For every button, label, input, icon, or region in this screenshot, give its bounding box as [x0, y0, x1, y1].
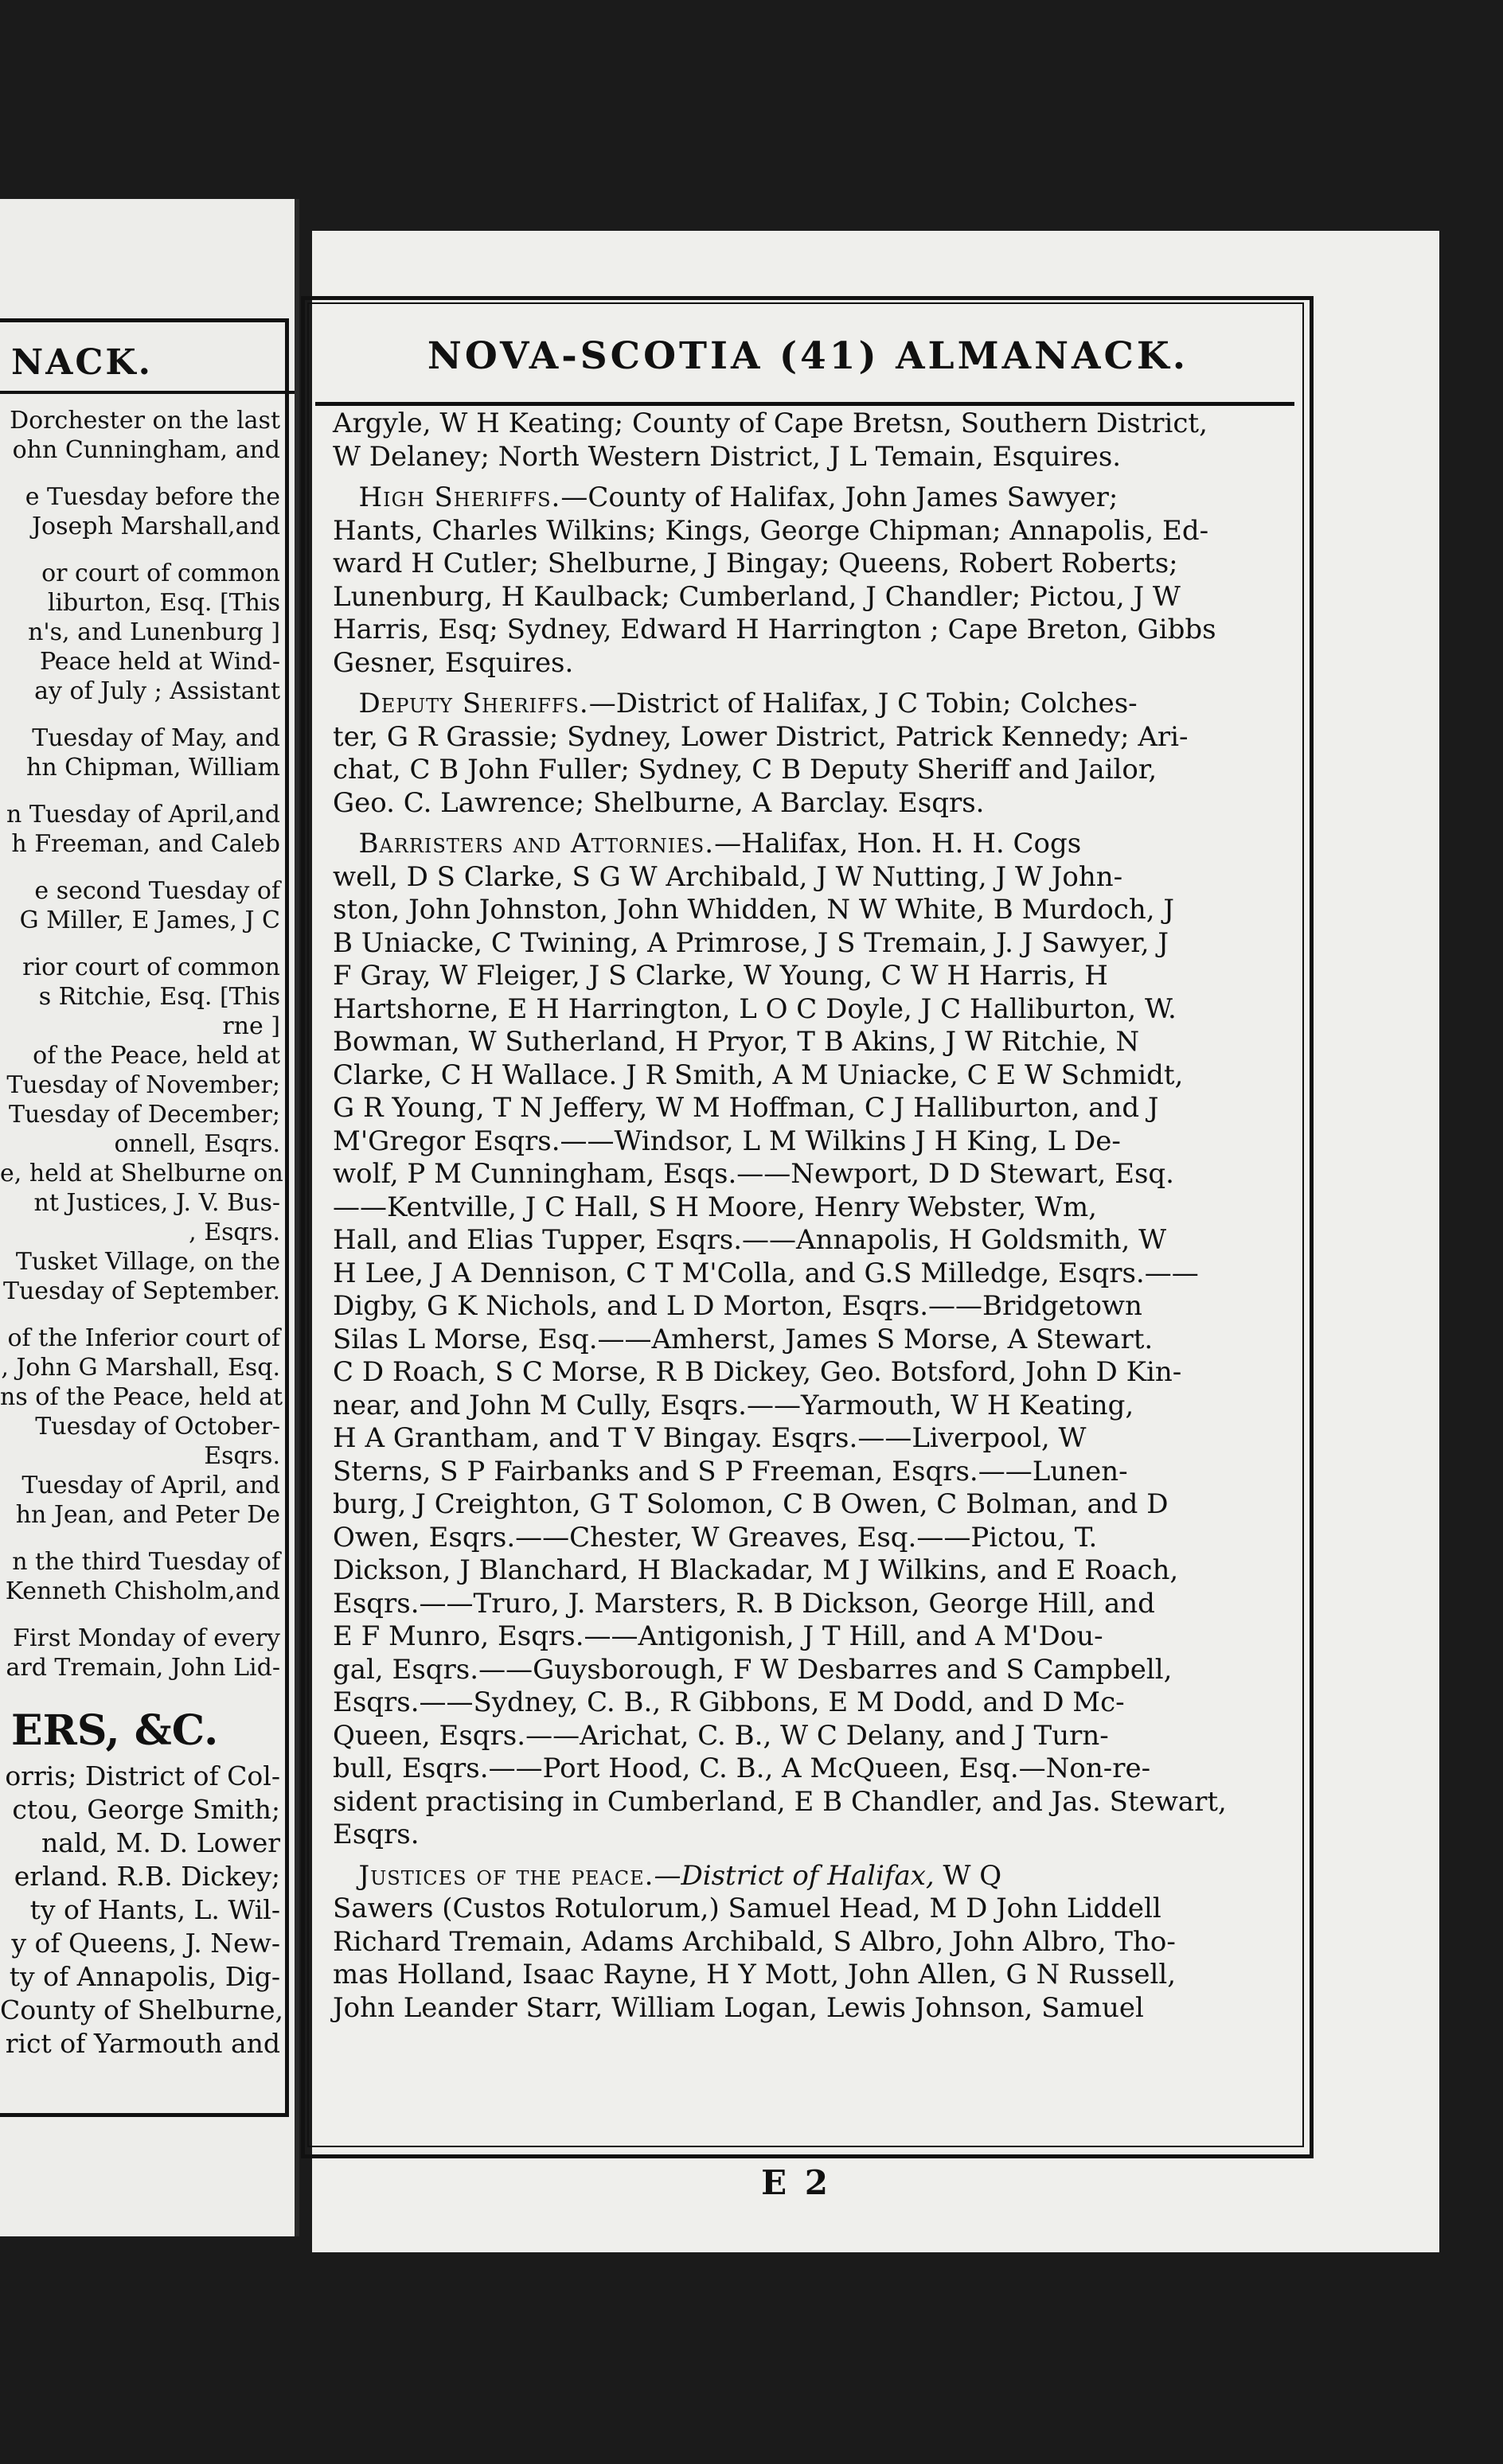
barristers-line: sident practising in Cumberland, E B Chandler, and Jas. Stewart, [333, 1785, 1227, 1818]
barristers-line: Esqrs.——Truro, J. Marsters, R. B Dickson, George Hill, and [333, 1587, 1155, 1620]
left-page-line: Tuesday of May, and [32, 724, 280, 752]
barristers-line: Hartshorne, E H Harrington, L O C Doyle, J C Halliburton, W. [333, 992, 1177, 1025]
left-page-line: Esqrs. [204, 1442, 280, 1470]
deputy-sheriffs-line: Geo. C. Lawrence; Shelburne, A Barclay. Esqrs. [333, 786, 985, 819]
barristers-line: Clarke, C H Wallace. J R Smith, A M Uniacke, C E W Schmidt, [333, 1059, 1184, 1091]
left-page-line: s Ritchie, Esq. [This [38, 983, 280, 1011]
high-sheriffs-line: Harris, Esq; Sydney, Edward H Harrington ; Cape Breton, Gibbs [333, 614, 1216, 645]
high-sheriffs-text: —County of Halifax, John James Sawyer; [560, 481, 1118, 513]
left-page-line: or court of common [41, 559, 280, 587]
high-sheriffs-line: ward H Cutler; Shelburne, J Bingay; Queens, Robert Roberts; [333, 548, 1178, 579]
justices-district: —District of Halifax, [654, 1859, 935, 1892]
barristers-line: well, D S Clarke, S G W Archibald, J W Nutting, J W John- [333, 860, 1123, 893]
barristers-line: Esqrs.——Sydney, C. B., R Gibbons, E M Dodd, and D Mc- [333, 1686, 1125, 1718]
barristers-line: wolf, P M Cunningham, Esqs.——Newport, D D Stewart, Esq. [333, 1158, 1174, 1190]
left-page-line: Tuesday of October- [35, 1413, 280, 1441]
left-page-line: of the Peace, held at [33, 1042, 280, 1070]
barristers-line: Bowman, W Sutherland, H Pryor, T B Akins, J W Ritchie, N [333, 1026, 1140, 1058]
barristers-line: Silas L Morse, Esq.——Amherst, James S Morse, A Stewart. [333, 1323, 1154, 1355]
high-sheriffs-line: Hants, Charles Wilkins; Kings, George Chipman; Annapolis, Ed- [333, 514, 1209, 547]
justices-text: W Q [943, 1859, 1002, 1892]
left-page-line: ty of Hants, L. Wil- [29, 1894, 280, 1925]
intro-line: Argyle, W H Keating; County of Cape Bretsn, Southern District, [333, 407, 1208, 439]
left-page-line: erland. R.B. Dickey; [14, 1861, 280, 1892]
barristers-line: M'Gregor Esqrs.——Windsor, L M Wilkins J H King, L De- [333, 1125, 1121, 1157]
barristers-line: Sterns, S P Fairbanks and S P Freeman, Esqrs.——Lunen- [333, 1455, 1128, 1487]
left-page-header: NACK. [0, 342, 296, 394]
barristers-line: F Gray, W Fleiger, J S Clarke, W Young, C W H Harris, H [333, 960, 1108, 992]
left-page-line [0, 935, 280, 953]
left-page-line: ty of Annapolis, Dig- [9, 1961, 280, 1992]
justices-line: mas Holland, Isaac Rayne, H Y Mott, John Allen, G N Russell, [333, 1959, 1177, 1990]
barristers-line: E F Munro, Esqrs.——Antigonish, J T Hill, and A M'Dou- [333, 1620, 1103, 1652]
left-page-line: e, held at Shelburne on [0, 1160, 283, 1187]
barristers-line: Dickson, J Blanchard, H Blackadar, M J Wilkins, and E Roach, [333, 1554, 1179, 1586]
barristers-line: Esqrs. [333, 1819, 420, 1850]
high-sheriffs-heading: High Sheriffs. [358, 481, 561, 513]
left-page-line: liburton, Esq. [This [47, 589, 280, 617]
left-page-line: Tuesday of December; [9, 1101, 280, 1129]
left-page-line: , John G Marshall, Esq. [1, 1354, 280, 1382]
left-page-line [0, 541, 280, 559]
left-page-line: First Monday of every [13, 1624, 280, 1652]
left-page-line: Tuesday of April, and [21, 1472, 280, 1499]
high-sheriffs-line: Lunenburg, H Kaulback; Cumberland, J Chandler; Pictou, J W [333, 580, 1181, 613]
deputy-sheriffs-line: chat, C B John Fuller; Sydney, C B Deputy Sheriff and Jailor, [333, 754, 1158, 786]
left-page-line: rior court of common [22, 953, 280, 981]
left-page-line: e Tuesday before the [25, 483, 280, 511]
left-page-line: ns of the Peace, held at [0, 1383, 283, 1411]
left-page-line: ohn Cunningham, and [12, 436, 280, 464]
high-sheriffs-first-line [333, 481, 1272, 515]
left-page-line: Dorchester on the last [10, 407, 280, 435]
left-page-line: h Freeman, and Caleb [11, 830, 280, 858]
page-body [333, 407, 1272, 2025]
left-page-line: Tuesday of September. [2, 1277, 280, 1305]
left-page-line: Tuesday of November; [6, 1071, 280, 1099]
left-page-line: n's, and Lunenburg ] [28, 618, 280, 646]
barristers-line: H Lee, J A Dennison, C T M'Colla, and G.S Milledge, Esqrs.—— [333, 1257, 1199, 1289]
header-rule [315, 402, 1294, 406]
left-page-line: rict of Yarmouth and [5, 2028, 280, 2059]
left-page-line [0, 782, 280, 800]
barristers-line: Queen, Esqrs.——Arichat, C. B., W C Delany, and J Turn- [333, 1719, 1109, 1752]
justices-first-line [333, 1860, 1272, 1893]
left-page-line: orris; District of Col- [5, 1760, 280, 1791]
left-page-line [0, 859, 280, 876]
left-page-line: e second Tuesday of [34, 877, 280, 905]
barristers-text: —Halifax, Hon. H. H. Cogs [714, 828, 1082, 860]
intro-line: W Delaney; North Western District, J L Temain, Esquires. [333, 440, 1122, 473]
left-page-line: G Miller, E James, J C [19, 906, 280, 934]
barristers-heading: Barristers and Attornies. [358, 828, 715, 860]
barristers-first-line [333, 828, 1272, 861]
barristers-line: Owen, Esqrs.——Chester, W Greaves, Esq.——Pictou, T. [333, 1521, 1098, 1554]
deputy-sheriffs-text: —District of Halifax, J C Tobin; Colches- [588, 688, 1138, 719]
justices-line: Richard Tremain, Adams Archibald, S Albro, John Albro, Tho- [333, 1925, 1176, 1958]
left-page-line: , Esqrs. [189, 1218, 280, 1246]
barristers-line: Hall, and Elias Tupper, Esqrs.——Annapolis, H Goldsmith, W [333, 1224, 1167, 1256]
barristers-line: B Uniacke, C Twining, A Primrose, J S Tremain, J. J Sawyer, J [333, 926, 1169, 959]
left-page-line: Peace held at Wind- [39, 648, 280, 676]
left-page-line: County of Shelburne, [0, 1994, 283, 2025]
left-page-line [0, 1606, 280, 1624]
left-page-line [0, 1306, 280, 1324]
left-page-line: Joseph Marshall,and [32, 513, 280, 540]
barristers-line: near, and John M Cully, Esqrs.——Yarmouth, W H Keating, [333, 1389, 1134, 1421]
left-page [0, 199, 299, 2236]
left-page-line: hn Chipman, William [26, 754, 280, 782]
barristers-lines [333, 861, 1272, 1852]
justices-heading: Justices of the peace. [358, 1859, 654, 1892]
left-page-line: n the third Tuesday of [12, 1548, 280, 1576]
left-page-line [0, 1530, 280, 1547]
left-page-line [0, 465, 280, 482]
justices-line: John Leander Starr, William Logan, Lewis Johnson, Samuel [333, 1991, 1144, 2024]
barristers-line: Digby, G K Nichols, and L D Morton, Esqrs.——Bridgetown [333, 1290, 1142, 1322]
left-page-text [0, 406, 287, 2077]
left-page-line: hn Jean, and Peter De [15, 1501, 280, 1529]
barristers-line: G R Young, T N Jeffery, W M Hoffman, C J Halliburton, and J [333, 1092, 1159, 1124]
barristers-line: bull, Esqrs.——Port Hood, C. B., A McQueen, Esq.—Non-re- [333, 1752, 1151, 1784]
deputy-sheriffs-first-line [333, 688, 1272, 721]
left-page-line: rne ] [222, 1012, 280, 1040]
left-page-heading: ERS, &C. [11, 1706, 219, 1755]
page-title: NOVA-SCOTIA (41) ALMANACK. [427, 334, 1189, 378]
barristers-line: gal, Esqrs.——Guysborough, F W Desbarres and S Campbell, [333, 1653, 1173, 1686]
barristers-line: burg, J Creighton, G T Solomon, C B Owen, C Bolman, and D [333, 1488, 1169, 1520]
barristers-line: C D Roach, S C Morse, R B Dickey, Geo. Botsford, John D Kin- [333, 1356, 1182, 1388]
barristers-line: ston, John Johnston, John Whidden, N W White, B Murdoch, J [333, 894, 1174, 926]
left-page-line: ctou, George Smith; [12, 1794, 280, 1825]
left-page-line [0, 706, 280, 723]
deputy-sheriffs-heading: Deputy Sheriffs. [358, 688, 589, 719]
left-page-line: ard Tremain, John Lid- [6, 1654, 280, 1682]
page-signature: E 2 [761, 2163, 831, 2202]
left-page-line: of the Inferior court of [7, 1324, 280, 1352]
left-page-line: ay of July ; Assistant [34, 677, 280, 705]
left-page-line: n Tuesday of April,and [6, 801, 280, 828]
left-page-line: Tusket Village, on the [15, 1248, 280, 1276]
deputy-sheriffs-line: ter, G R Grassie; Sydney, Lower District, Patrick Kennedy; Ari- [333, 720, 1189, 753]
barristers-line: ——Kentville, J C Hall, S H Moore, Henry Webster, Wm, [333, 1191, 1097, 1223]
left-page-line: onnell, Esqrs. [114, 1130, 280, 1158]
justices-line: Sawers (Custos Rotulorum,) Samuel Head, M D John Liddell [333, 1893, 1161, 1924]
high-sheriffs-line: Gesner, Esquires. [333, 646, 574, 679]
barristers-line: H A Grantham, and T V Bingay. Esqrs.——Liverpool, W [333, 1422, 1087, 1454]
left-page-line: y of Queens, J. New- [11, 1928, 280, 1959]
left-page-line: nt Justices, J. V. Bus- [33, 1189, 280, 1217]
left-page-line: Kenneth Chisholm,and [5, 1577, 280, 1605]
left-page-line: nald, M. D. Lower [41, 1827, 280, 1858]
